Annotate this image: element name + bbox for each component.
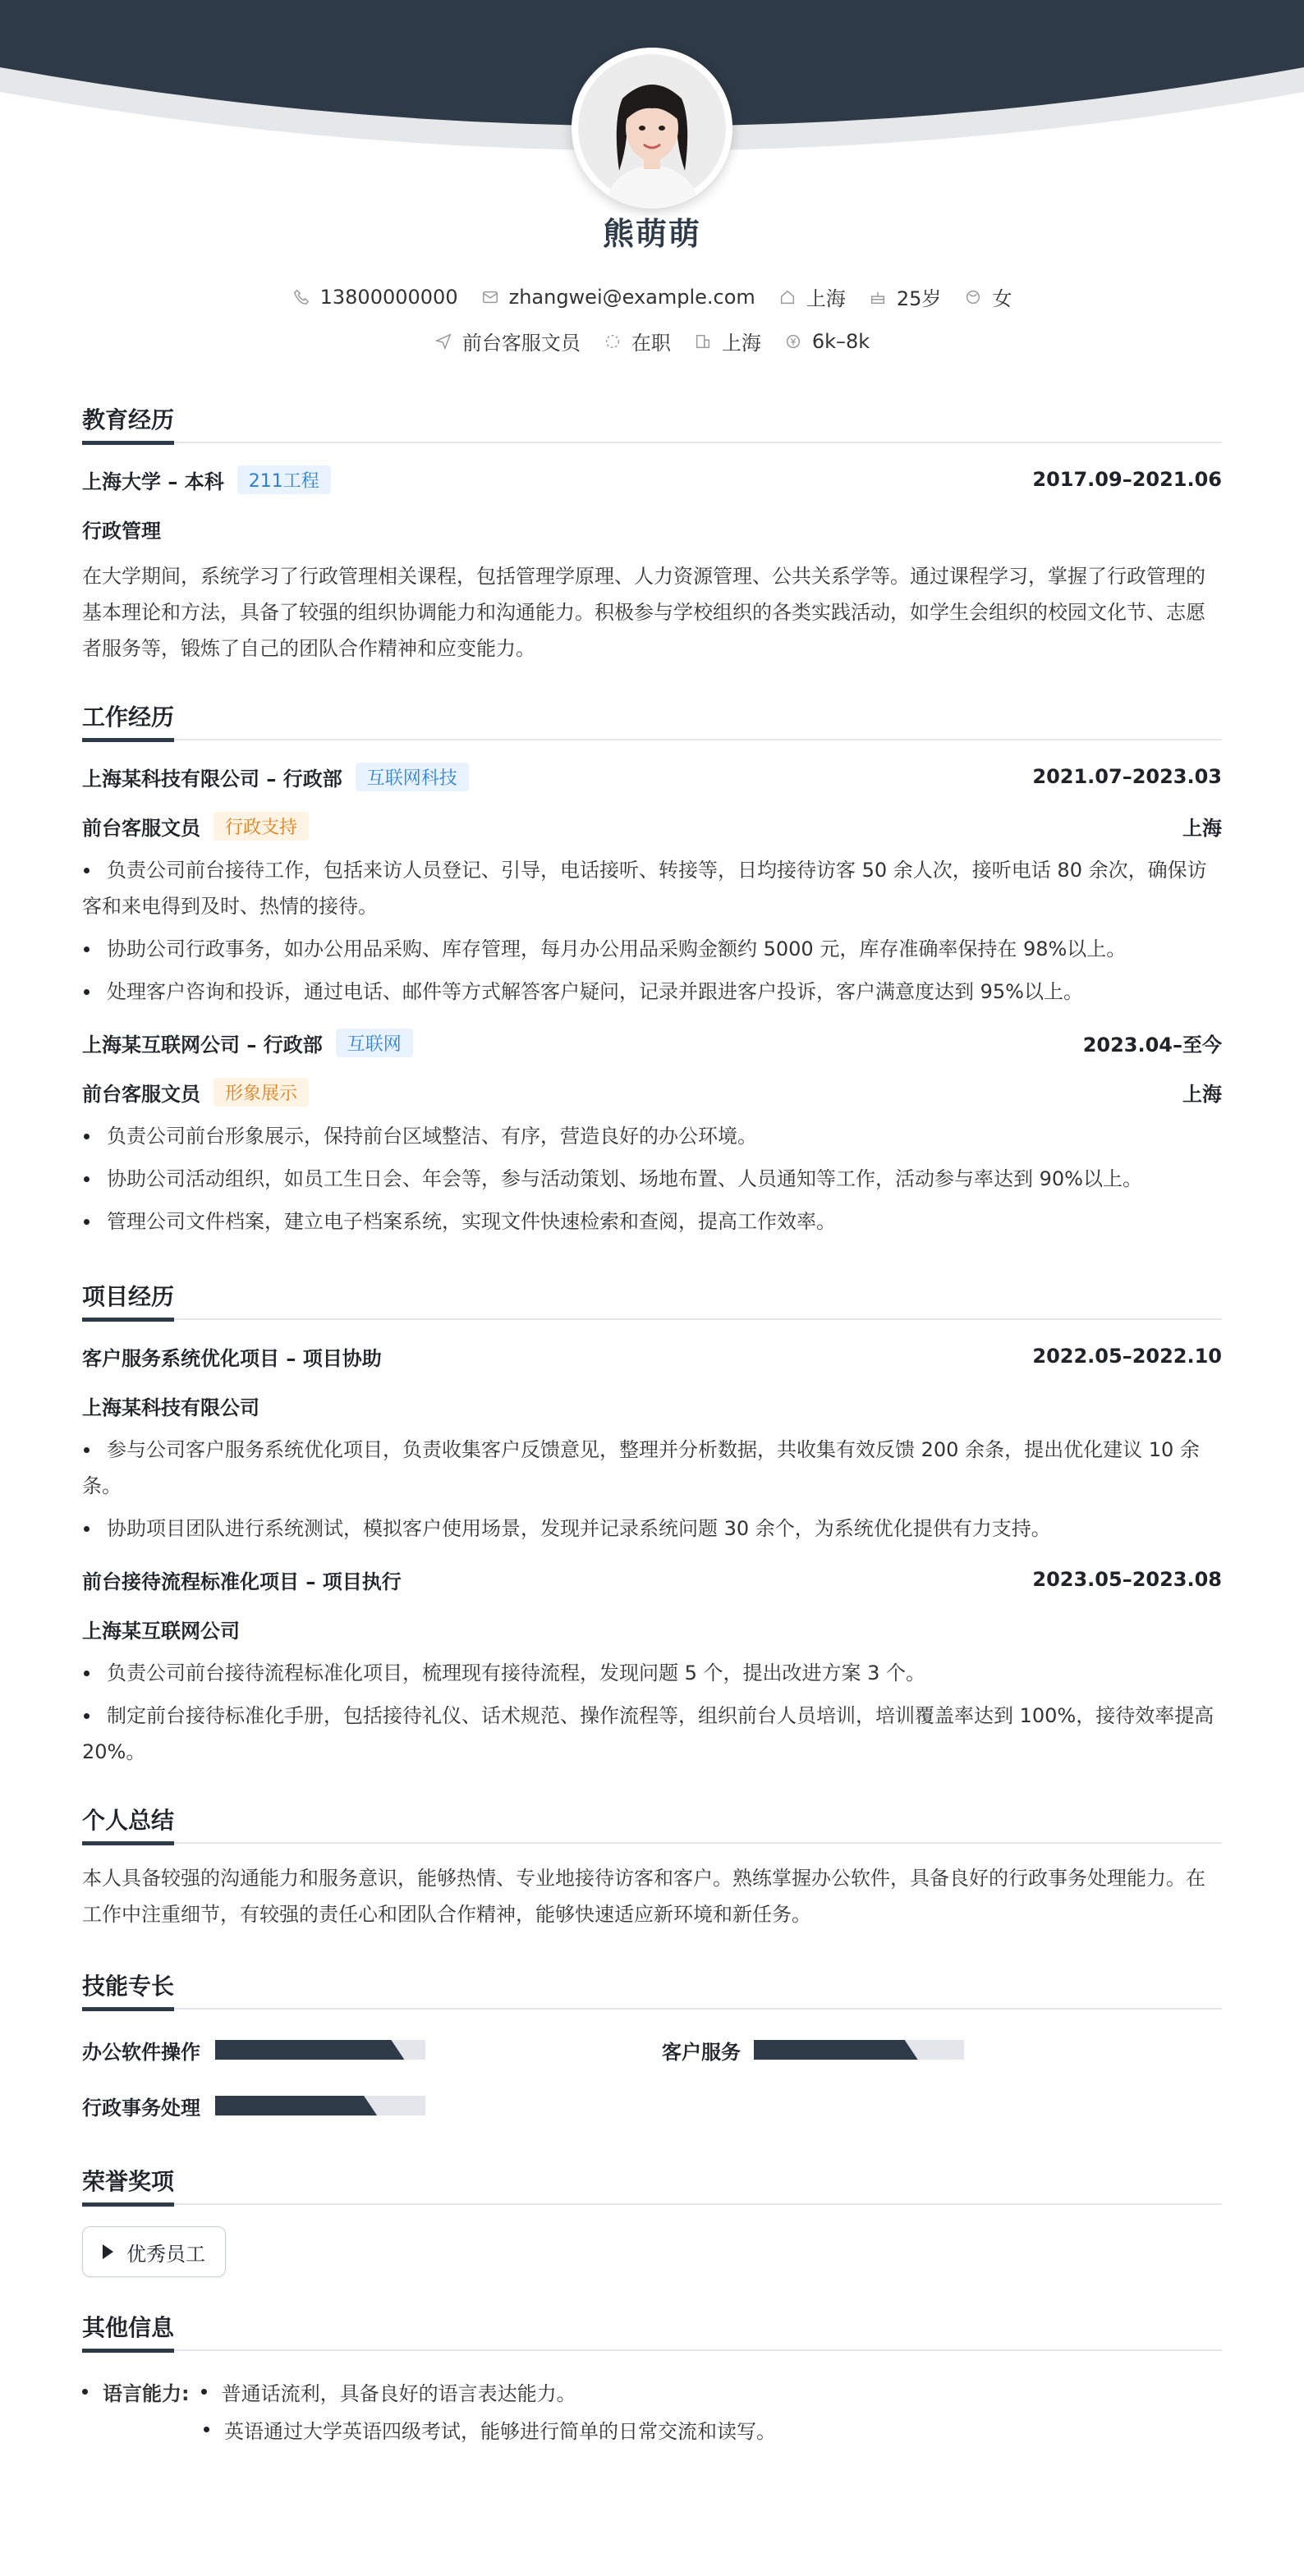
job-target-text: 前台客服文员: [461, 332, 581, 355]
target-city-item: [694, 327, 761, 355]
skill-item: [82, 2087, 662, 2125]
summary-text: 本人具备较强的沟通能力和服务意识，能够热情、专业地接待访客和客户。熟练掌握办公软件，具备良好的行政事务处理能力。在工作中注重细节，有较强的责任心和团队合作精神，能够快速适应新环境和新任务。: [82, 1867, 1205, 1926]
location-item: [778, 282, 846, 311]
project-item: [82, 1341, 1222, 1547]
salary-text: 6k–8k: [811, 329, 870, 353]
position-tag: 行政支持: [214, 812, 309, 841]
education-period: 2017.09–2021.06: [1032, 468, 1222, 491]
skill-level-fill: [754, 2040, 918, 2060]
list-item: 协助公司行政事务，如办公用品采购、库存管理，每月办公用品采购金额约 5000 元，库存准确率保持在 98%以上。: [82, 931, 1222, 967]
bullet-dot: [204, 2427, 209, 2432]
list-item: 负责公司前台形象展示，保持前台区域整洁、有序，营造良好的办公环境。: [82, 1118, 1222, 1154]
home-icon: [778, 288, 797, 306]
education-major: [82, 514, 1222, 543]
skill-bar: [215, 2096, 425, 2115]
education-section: [82, 402, 1222, 667]
work-header: [82, 1028, 1222, 1057]
phone-item: [292, 286, 458, 309]
project-period: 2023.05–2023.08: [1032, 1568, 1222, 1591]
language-row: [82, 2372, 1222, 2410]
avatar-illustration: [572, 48, 732, 209]
other-section: [82, 2310, 1222, 2448]
language-row: [82, 2410, 1222, 2448]
project-company-row: [82, 1614, 1222, 1643]
list-item: 协助公司活动组织，如员工生日会、年会等，参与活动策划、场地布置、人员通知等工作，活动参与率达到 90%以上。: [82, 1161, 1222, 1197]
target-city-text: 上海: [721, 332, 761, 355]
list-item: 负责公司前台接待工作，包括来访人员登记、引导，电话接听、转接等，日均接待访客 50 余人次，接听电话 80 余次，确保访客和来电得到及时、热情的接待。: [82, 852, 1222, 924]
project-header: [82, 1565, 1222, 1594]
email-item: [481, 286, 755, 309]
list-item: 制定前台接待标准化手册，包括接待礼仪、话术规范、操作流程等，组织前台人员培训，培训覆盖率达到 100%，接待效率提高 20%。: [82, 1698, 1222, 1770]
work-bullets: [82, 852, 1222, 1010]
work-item: [82, 762, 1222, 1010]
school-name: 上海大学 – 本科: [82, 470, 224, 493]
project-bullets: [82, 1432, 1222, 1547]
location-text: 上海: [806, 287, 846, 310]
mail-icon: [481, 288, 499, 306]
section-title-other: 其他信息: [82, 2310, 1222, 2351]
list-item: 参与公司客户服务系统优化项目，负责收集客户反馈意见，整理并分析数据，共收集有效反馈 200 余条，提出优化建议 10 余条。: [82, 1432, 1222, 1504]
gender-text: 女: [992, 287, 1012, 310]
section-title-awards: 荣誉奖项: [82, 2164, 1222, 2205]
project-header: [82, 1341, 1222, 1371]
avatar: [572, 48, 732, 209]
work-period: 2021.07–2023.03: [1032, 765, 1222, 788]
section-title-skills: 技能专长: [82, 1969, 1222, 2010]
work-city: 上海: [1182, 1082, 1222, 1106]
list-item: 管理公司文件档案，建立电子档案系统，实现文件快速检索和查阅，提高工作效率。: [82, 1203, 1222, 1240]
projects-section: [82, 1279, 1222, 1770]
work-position-row: [82, 811, 1222, 841]
company-name: 上海某互联网公司 – 行政部: [82, 1033, 323, 1057]
section-title-work: 工作经历: [82, 699, 1222, 740]
project-company: 上海某科技有限公司: [82, 1396, 259, 1419]
status-item: [604, 327, 671, 355]
work-header: [82, 762, 1222, 791]
skill-item: [662, 2031, 1222, 2069]
bullet-dot: [201, 2389, 207, 2395]
cake-icon: [869, 288, 887, 306]
job-target-item: [434, 327, 581, 355]
play-icon: [103, 2244, 113, 2259]
education-header: [82, 465, 1222, 494]
send-icon: [434, 332, 452, 351]
skill-name: 行政事务处理: [82, 2096, 200, 2120]
work-section: [82, 699, 1222, 1240]
coin-icon: [784, 332, 802, 351]
section-title-summary: 个人总结: [82, 1803, 1222, 1844]
position-name: 前台客服文员: [82, 816, 200, 840]
project-company-row: [82, 1391, 1222, 1420]
phone-text: 13800000000: [319, 285, 458, 309]
contact-row: [0, 282, 1304, 311]
list-item: 处理客户咨询和投诉，通过电话、邮件等方式解答客户疑问，记录并跟进客户投诉，客户满意度达到 95%以上。: [82, 974, 1222, 1010]
skills-grid: [82, 2031, 1222, 2125]
education-description: 在大学期间，系统学习了行政管理相关课程，包括管理学原理、人力资源管理、公共关系学等。通过课程学习，掌握了行政管理的基本理论和方法，具备了较强的组织协调能力和沟通能力。积极参与学校组织的各类实践活动，如学生会组织的校园文化节、志愿者服务等，锻炼了自己的团队合作精神和应变能力。: [82, 565, 1205, 660]
list-item: 协助项目团队进行系统测试，模拟客户使用场景，发现并记录系统问题 30 余个，为系统优化提供有力支持。: [82, 1510, 1222, 1547]
work-bullets: [82, 1118, 1222, 1240]
work-item: [82, 1028, 1222, 1240]
skill-bar: [215, 2040, 425, 2060]
work-position-row: [82, 1077, 1222, 1107]
language-label: 语言能力:: [103, 2381, 190, 2405]
section-title-projects: 项目经历: [82, 1279, 1222, 1320]
age-text: 25岁: [896, 287, 942, 310]
skill-item: [82, 2031, 662, 2069]
skill-name: 办公软件操作: [82, 2040, 200, 2064]
project-period: 2022.05–2022.10: [1032, 1345, 1222, 1368]
project-name: 前台接待流程标准化项目 – 项目执行: [82, 1570, 402, 1593]
position-tag: 形象展示: [214, 1078, 309, 1107]
gender-item: [964, 282, 1012, 311]
loading-icon: [604, 332, 622, 351]
work-period: 2023.04–至今: [1082, 1033, 1222, 1057]
project-name: 客户服务系统优化项目 – 项目协助: [82, 1346, 382, 1370]
email-text: zhangwei@example.com: [508, 285, 755, 309]
skill-level-fill: [215, 2040, 404, 2060]
skills-section: [82, 1969, 1222, 2125]
skill-level-fill: [215, 2096, 377, 2115]
project-company: 上海某互联网公司: [82, 1619, 240, 1643]
major-text: 行政管理: [82, 519, 161, 543]
project-bullets: [82, 1655, 1222, 1770]
summary-section: [82, 1803, 1222, 1932]
gender-icon: [964, 288, 982, 306]
school-tag: 211工程: [237, 465, 331, 494]
awards-section: [82, 2164, 1222, 2277]
resume-body: [82, 402, 1222, 2448]
industry-tag: 互联网: [336, 1029, 413, 1057]
work-city: 上海: [1182, 816, 1222, 840]
industry-tag: 互联网科技: [356, 763, 469, 791]
list-item: 负责公司前台接待流程标准化项目，梳理现有接待流程，发现问题 5 个，提出改进方案 3 个。: [82, 1655, 1222, 1691]
position-name: 前台客服文员: [82, 1082, 200, 1106]
candidate-name: 熊萌萌: [602, 216, 701, 252]
building-icon: [694, 332, 712, 351]
job-intent-row: [0, 327, 1304, 355]
skill-bar: [754, 2040, 964, 2060]
status-text: 在职: [631, 332, 671, 355]
company-name: 上海某科技有限公司 – 行政部: [82, 767, 342, 791]
section-title-education: 教育经历: [82, 402, 1222, 443]
bullet-dot: [82, 2389, 88, 2395]
salary-item: [784, 330, 870, 353]
skill-name: 客户服务: [662, 2040, 741, 2064]
project-item: [82, 1565, 1222, 1770]
language-item: 英语通过大学英语四级考试，能够进行简单的日常交流和读写。: [224, 2419, 776, 2443]
age-item: [869, 282, 942, 311]
award-badge[interactable]: [82, 2226, 226, 2277]
phone-icon: [292, 288, 310, 306]
language-item: 普通话流利，具备良好的语言表达能力。: [221, 2381, 576, 2405]
award-name: 优秀员工: [126, 2242, 205, 2266]
